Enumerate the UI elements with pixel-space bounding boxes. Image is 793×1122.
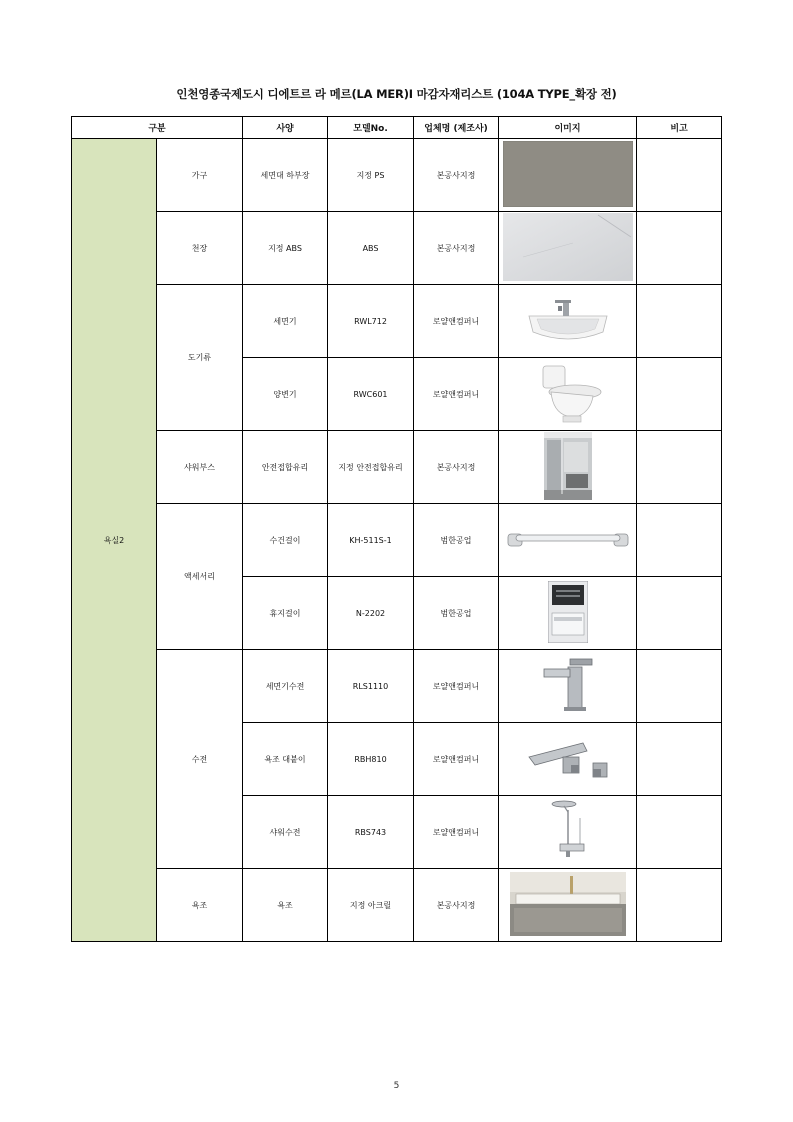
spec-cell: 세면기 (243, 285, 328, 358)
maker-cell: 범한공업 (414, 577, 499, 650)
spec-cell: 안전접합유리 (243, 431, 328, 504)
table-row (72, 504, 722, 577)
maker-cell: 범한공업 (414, 504, 499, 577)
page-title: 인천영종국제도시 디에트르 라 메르(LA MER)Ⅰ 마감자재리스트 (104A TYPE_확장 전) (176, 87, 617, 101)
maker-cell: 로얄앤컴퍼니 (414, 796, 499, 869)
table-header-row (72, 117, 722, 139)
image-cell (499, 285, 637, 358)
table-row (72, 431, 722, 504)
basin-faucet-image (538, 657, 598, 713)
model-cell: RLS1110 (328, 650, 414, 723)
table-row (72, 139, 722, 212)
shower-booth-photo-image (544, 432, 592, 500)
subcategory-cell: 가구 (157, 139, 243, 212)
image-cell (499, 358, 637, 431)
note-cell (637, 796, 722, 869)
table-row (72, 650, 722, 723)
subcategory-cell: 액세서리 (157, 504, 243, 650)
model-cell: RWC601 (328, 358, 414, 431)
finish-materials-table (71, 116, 722, 942)
maker-cell: 로얄앤컴퍼니 (414, 285, 499, 358)
spec-cell: 샤워수전 (243, 796, 328, 869)
image-cell (499, 869, 637, 942)
note-cell (637, 723, 722, 796)
maker-cell: 본공사지정 (414, 869, 499, 942)
table-row (72, 285, 722, 358)
header-spec: 사양 (243, 117, 328, 139)
header-image: 이미지 (499, 117, 637, 139)
model-cell: N-2202 (328, 577, 414, 650)
note-cell (637, 139, 722, 212)
table-row (72, 869, 722, 942)
maker-cell: 본공사지정 (414, 212, 499, 285)
spec-cell: 욕조 (243, 869, 328, 942)
note-cell (637, 212, 722, 285)
note-cell (637, 577, 722, 650)
maker-cell: 로얄앤컴퍼니 (414, 650, 499, 723)
toilet-image (533, 362, 603, 424)
spec-cell: 세면대 하부장 (243, 139, 328, 212)
maker-cell: 본공사지정 (414, 431, 499, 504)
subcategory-cell: 욕조 (157, 869, 243, 942)
spec-cell: 욕조 대붙이 (243, 723, 328, 796)
model-cell: RBS743 (328, 796, 414, 869)
shower-column-image (546, 798, 590, 864)
subcategory-cell: 샤워부스 (157, 431, 243, 504)
spec-cell: 휴지걸이 (243, 577, 328, 650)
image-cell (499, 577, 637, 650)
deck-mounted-bath-faucet-image (523, 733, 613, 783)
image-cell (499, 212, 637, 285)
group-cell: 욕실2 (72, 139, 157, 942)
note-cell (637, 358, 722, 431)
maker-cell: 본공사지정 (414, 139, 499, 212)
subcategory-cell: 도기류 (157, 285, 243, 431)
image-cell (499, 796, 637, 869)
towel-bar-image (506, 526, 630, 552)
header-maker: 업체명 (제조사) (414, 117, 499, 139)
model-cell: ABS (328, 212, 414, 285)
gray-panel-swatch-image (503, 141, 633, 207)
toilet-paper-holder-image (548, 581, 588, 643)
image-cell (499, 723, 637, 796)
note-cell (637, 504, 722, 577)
model-cell: KH-511S-1 (328, 504, 414, 577)
image-cell (499, 650, 637, 723)
note-cell (637, 869, 722, 942)
model-cell: RWL712 (328, 285, 414, 358)
image-cell (499, 431, 637, 504)
spec-cell: 세면기수전 (243, 650, 328, 723)
header-model: 모델No. (328, 117, 414, 139)
maker-cell: 로얄앤컴퍼니 (414, 358, 499, 431)
table-row (72, 212, 722, 285)
model-cell: 지정 아크릴 (328, 869, 414, 942)
model-cell: 지정 PS (328, 139, 414, 212)
model-cell: 지정 안전접합유리 (328, 431, 414, 504)
spec-cell: 지정 ABS (243, 212, 328, 285)
image-cell (499, 504, 637, 577)
subcategory-cell: 수전 (157, 650, 243, 869)
bathtub-photo-image (510, 872, 626, 936)
subcategory-cell: 천장 (157, 212, 243, 285)
note-cell (637, 285, 722, 358)
page-number: 5 (393, 1081, 400, 1091)
image-cell (499, 139, 637, 212)
note-cell (637, 431, 722, 504)
model-cell: RBH810 (328, 723, 414, 796)
note-cell (637, 650, 722, 723)
washbasin-image (523, 292, 613, 348)
maker-cell: 로얄앤컴퍼니 (414, 723, 499, 796)
header-note: 비고 (637, 117, 722, 139)
spec-cell: 양변기 (243, 358, 328, 431)
header-category: 구분 (72, 117, 243, 139)
spec-cell: 수건걸이 (243, 504, 328, 577)
white-ceiling-panel-image (503, 213, 633, 281)
